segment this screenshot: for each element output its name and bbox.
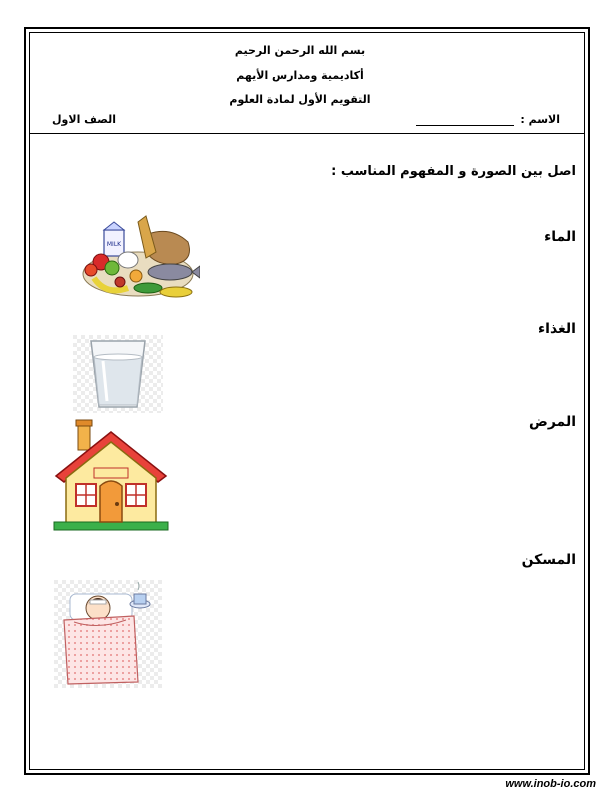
footer-url[interactable]: www.inob-io.com <box>505 778 596 790</box>
grade-label: الصف الاول <box>52 113 117 126</box>
name-label: الاسم : <box>520 113 560 126</box>
house-picture <box>52 418 170 532</box>
name-blank-line[interactable] <box>416 115 514 126</box>
school-name: أكاديمية ومدارس الأيهم <box>236 69 364 82</box>
concept-water: الماء <box>544 229 576 245</box>
header-divider <box>30 133 584 134</box>
concept-food: الغذاء <box>537 321 576 337</box>
concept-illness: المرض <box>529 414 576 430</box>
bismillah: بسم الله الرحمن الرحيم <box>234 44 366 57</box>
name-field[interactable] <box>416 113 560 126</box>
food-picture <box>76 212 200 304</box>
sick-child-picture <box>54 580 162 688</box>
water-glass-picture <box>73 335 163 413</box>
concept-shelter: المسكن <box>521 552 576 568</box>
milk-carton-text: MILK <box>106 241 122 248</box>
exam-title: التقويم الأول لمادة العلوم <box>229 93 371 106</box>
instruction-text: اصل بين الصورة و المفهوم المناسب : <box>331 164 576 179</box>
